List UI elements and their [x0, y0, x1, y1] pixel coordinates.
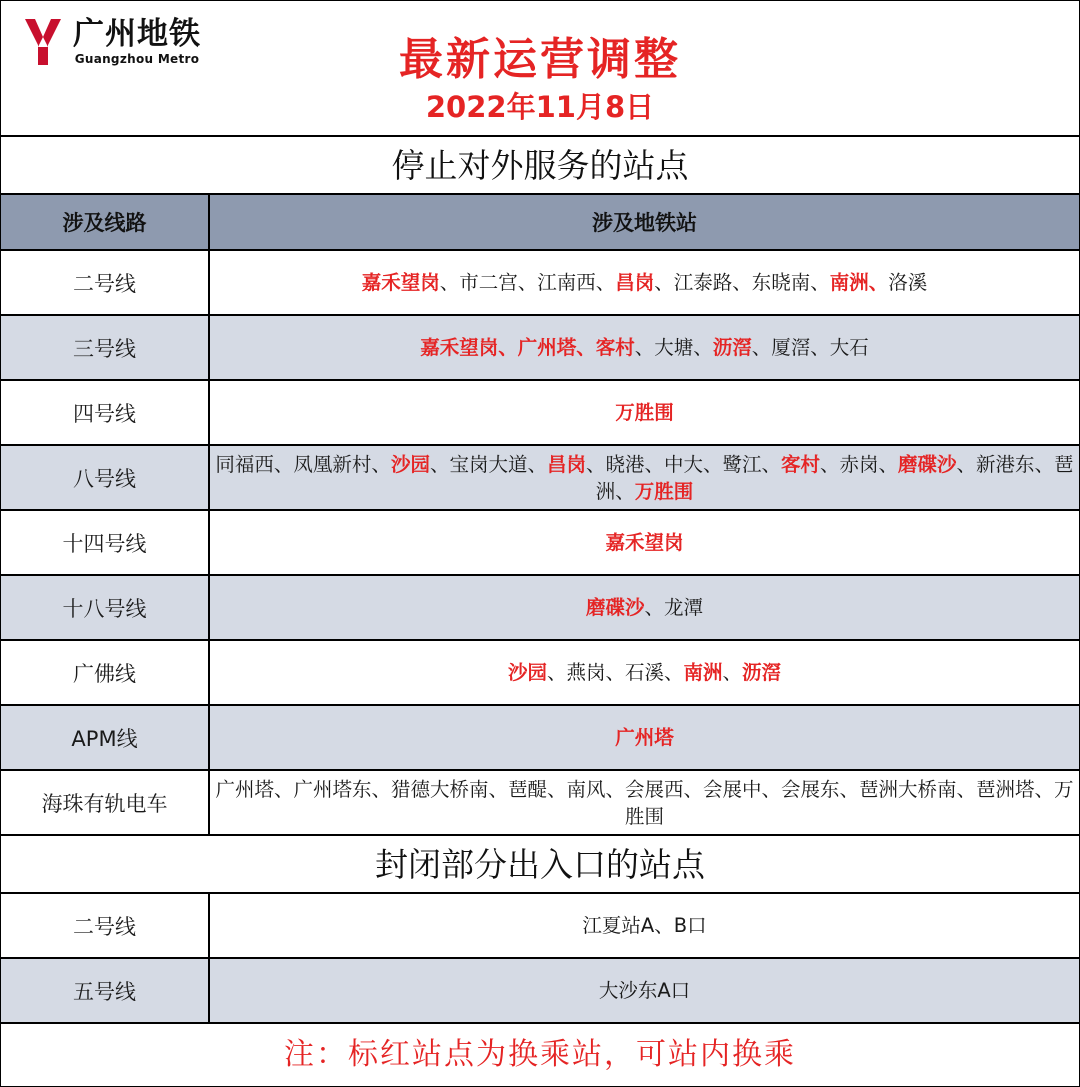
transfer-station: 沙园	[390, 452, 430, 476]
transfer-station: 嘉禾望岗	[605, 531, 684, 554]
station-text: 、市二宫、江南西、	[439, 271, 616, 294]
logo-english-name: Guangzhou Metro	[74, 52, 200, 66]
station-text: 洛溪	[888, 271, 928, 294]
transfer-station: 磨碟沙	[585, 596, 645, 619]
transfer-station: 客村	[781, 452, 821, 476]
station-text: 江夏站A、B口	[582, 914, 707, 937]
page-title: 最新运营调整	[399, 34, 681, 85]
transfer-station: 昌岗	[615, 271, 655, 294]
line-name: 海珠有轨电车	[1, 771, 210, 834]
station-list	[210, 706, 1079, 769]
table-row	[1, 641, 1079, 706]
line-name: 八号线	[1, 446, 210, 509]
line-name: 广佛线	[1, 641, 210, 704]
line-name: 十八号线	[1, 576, 210, 639]
station-list	[210, 446, 1079, 509]
line-name: 五号线	[1, 959, 210, 1022]
station-text: 、江泰路、东晓南、	[654, 271, 830, 294]
station-text: 、厦滘、大石	[751, 336, 869, 359]
table-row	[1, 381, 1079, 446]
station-text: 、燕岗、石溪、	[546, 661, 684, 684]
station-list	[210, 894, 1079, 957]
transfer-station: 广州塔	[615, 726, 674, 749]
header	[1, 1, 1079, 137]
transfer-station: 昌岗	[546, 452, 586, 476]
table-row	[1, 706, 1079, 771]
station-text: 、赤岗、	[820, 452, 899, 476]
station-text: 、龙潭	[644, 596, 704, 619]
line-name: 十四号线	[1, 511, 210, 574]
station-text: 、宝岗大道、	[429, 452, 547, 476]
transfer-station: 沙园	[507, 661, 547, 684]
transfer-station: 万胜围	[634, 479, 694, 503]
station-list	[210, 511, 1079, 574]
station-text: 同福西、凤凰新村、	[215, 452, 391, 476]
header-line-column: 涉及线路	[1, 195, 210, 249]
table-row	[1, 576, 1079, 641]
line-name: 三号线	[1, 316, 210, 379]
footnote: 注：标红站点为换乘站，可站内换乘	[284, 1037, 796, 1072]
table-row	[1, 511, 1079, 576]
table-row	[1, 316, 1079, 381]
transfer-station: 沥滘	[712, 336, 752, 359]
table-row	[1, 251, 1079, 316]
station-text: 、	[722, 661, 743, 684]
table-row	[1, 959, 1079, 1024]
station-text: 广州塔、广州塔东、猎德大桥南、琶醍、南风、会展西、会展中、会展东、琶洲大桥南、琶洲塔、万胜围	[215, 777, 1074, 828]
transfer-station: 沥滘	[742, 661, 782, 684]
header-stations-column: 涉及地铁站	[592, 211, 697, 235]
table-row	[1, 446, 1079, 511]
station-list	[210, 381, 1079, 444]
table-row	[1, 771, 1079, 836]
section-title: 停止对外服务的站点	[1, 137, 1079, 195]
transfer-station: 嘉禾望岗、广州塔、客村	[420, 336, 635, 359]
line-name: 四号线	[1, 381, 210, 444]
station-text: 、大塘、	[634, 336, 713, 359]
line-name: 二号线	[1, 894, 210, 957]
logo-chinese-name: 广州地铁	[73, 16, 201, 52]
station-text: 大沙东A口	[598, 979, 691, 1002]
table-header	[1, 195, 1079, 251]
station-list	[210, 641, 1079, 704]
station-list	[210, 316, 1079, 379]
page-date: 2022年11月8日	[425, 90, 655, 124]
transfer-station: 南洲、	[829, 271, 889, 294]
table-row	[1, 894, 1079, 959]
line-name: 二号线	[1, 251, 210, 314]
sections	[1, 137, 1079, 1024]
station-text: 、新港东、琶洲、	[595, 452, 1074, 503]
station-list	[210, 576, 1079, 639]
transfer-station: 嘉禾望岗	[361, 271, 440, 294]
station-list	[210, 959, 1079, 1022]
transfer-station: 磨碟沙	[898, 452, 957, 476]
station-list	[210, 771, 1079, 834]
transfer-station: 万胜围	[615, 401, 674, 424]
section-title: 封闭部分出入口的站点	[1, 836, 1079, 894]
transfer-station: 南洲	[683, 661, 723, 684]
station-text: 、晓港、中大、鹭江、	[585, 452, 781, 476]
station-list	[210, 251, 1079, 314]
line-name: APM线	[1, 706, 210, 769]
